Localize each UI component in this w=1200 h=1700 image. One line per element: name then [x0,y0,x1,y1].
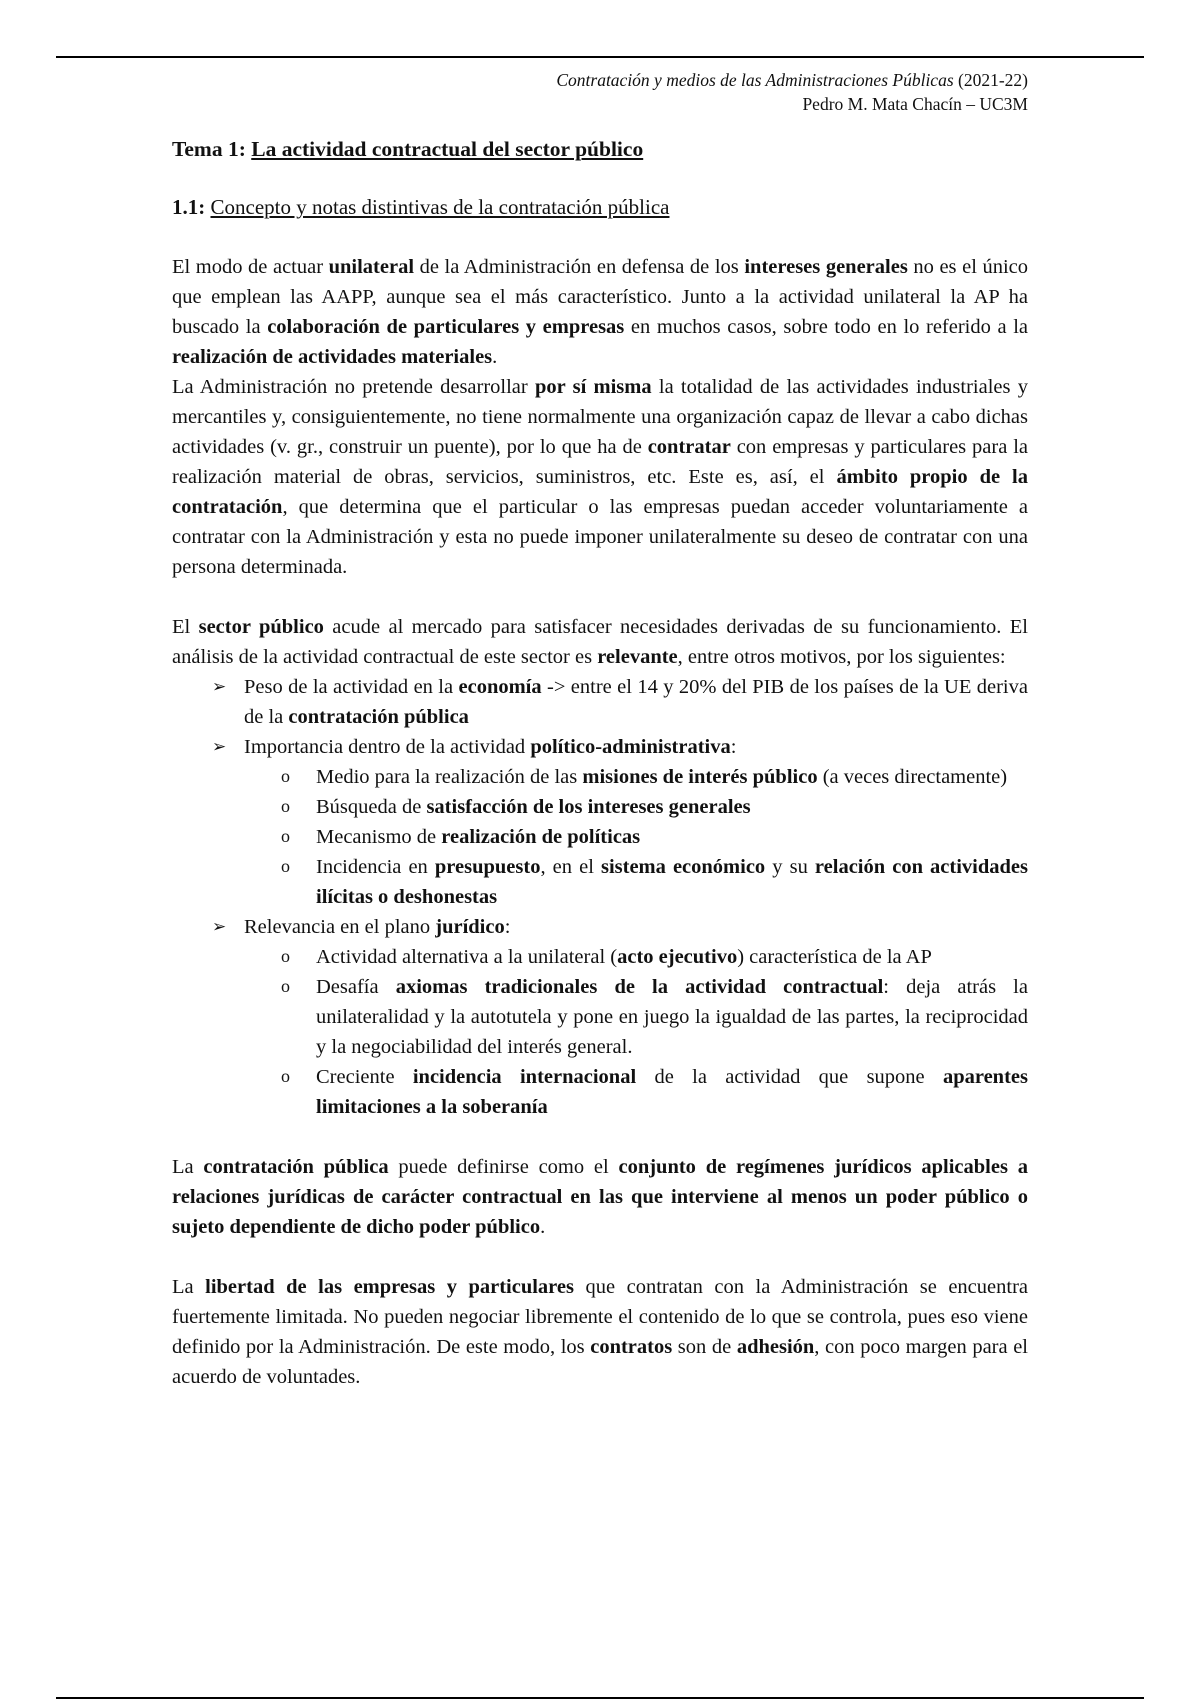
text-run: con empresas y particulares para la realización material de obras, servicios, suministros, etc. Este es, así, el [172,436,1029,488]
sub-list-item [172,942,1028,972]
text-run: Mecanismo de [316,826,442,848]
paragraph [172,252,1028,372]
bold-text: conjunto de regímenes jurídicos aplicables a relaciones jurídicas de carácter contractual en las que interviene al menos un poder público o sujeto dependiente de dicho poder público [172,1156,1028,1238]
sub-list-item [172,762,1028,792]
circle-bullet-icon: o [281,856,290,876]
bottom-rule [56,1697,1144,1699]
sub-list-item [172,1062,1028,1122]
spacer [172,582,1028,612]
sub-list-item-text [316,826,640,848]
bold-text: ámbito propio de la contratación [172,466,1029,518]
text-run: La [172,1276,206,1298]
sub-list-item-text [316,946,932,968]
spacer [172,222,1028,252]
text-run: no es el único que emplean las AAPP, aunque sea el más característico. Junto a la actividad unilateral la AP ha buscado la [172,256,1029,338]
bold-text: economía [458,676,542,698]
text-run: de la Administración en defensa de los [414,256,745,278]
text-run: La Administración no pretende desarrollar [172,376,535,398]
sub-list-item-text [316,856,1028,908]
text-run: Peso de la actividad en la [244,676,459,698]
circle-bullet-icon: o [281,766,290,786]
text-run: -> entre el 14 y 20% del PIB de los países de la UE deriva de la [244,676,1028,728]
arrow-bullet-icon: ➢ [212,737,227,756]
text-run: ) característica de la AP [737,946,932,968]
bold-text: relevante [597,646,678,668]
header-year: (2021-22) [958,70,1028,90]
bold-text: político-administrativa [530,736,731,758]
bold-text: colaboración de particulares y empresas [267,316,625,338]
relevance-list [172,672,1028,1122]
text-run: , que determina que el particular o las empresas puedan acceder voluntariamente a contratar con la Administración y esta no puede imponer unilateralmente su deseo de contratar con una persona determinada. [172,496,1028,578]
section-text: Concepto y notas distintivas de la contratación pública [210,195,670,219]
bold-text: contratación pública [203,1156,389,1178]
text-run: acude al mercado para satisfacer necesidades derivadas de su funcionamiento. El análisis de la actividad contractual de este sector es [172,616,1028,668]
text-run: . [492,346,498,368]
text-run: : [504,916,511,938]
sub-list-item [172,852,1028,912]
text-run: son de [672,1336,737,1358]
text-run: puede definirse como el [388,1156,619,1178]
text-run: y su [765,856,815,878]
text-run: Actividad alternativa a la unilateral ( [316,946,618,968]
text-run: Desafía [316,976,396,998]
sub-list-item-text [316,796,751,818]
paragraph [172,372,1028,582]
title-number: Tema 1: [172,137,246,161]
header-author: Pedro M. Mata Chacín – UC3M [802,94,1028,114]
text-run: Relevancia en el plano [244,916,436,938]
text-run: , con poco margen para el acuerdo de voluntades. [172,1336,1028,1388]
list-item-text [244,676,1028,728]
bold-text: misiones de interés público [582,766,818,788]
paragraph [172,1152,1028,1242]
bold-text: contratar [647,436,731,458]
text-run: : deja atrás la unilateralidad y la autotutela y pone en juego la igualdad de las partes, la reciprocidad y la negociabilidad del interés general. [316,976,1028,1058]
document-page [172,68,1028,1392]
text-run: El [172,616,199,638]
paragraph [172,1272,1028,1392]
top-rule [56,56,1144,58]
bold-text: realización de políticas [441,826,641,848]
text-run: en muchos casos, sobre todo en lo referido a la [624,316,1028,338]
text-run: Importancia dentro de la actividad [244,736,531,758]
list-item [172,732,1028,912]
text-run: la totalidad de las actividades industriales y mercantiles y, consiguientemente, no tiene normalmente una organización capaz de llevar a cabo dichas actividades (v. gr., construir un puente), por lo que ha de [172,376,1028,458]
circle-bullet-icon: o [281,796,290,816]
bold-text: jurídico [435,916,505,938]
sub-list [244,942,1028,1122]
sub-list [244,762,1028,912]
circle-bullet-icon: o [281,1066,290,1086]
bold-text: sector público [198,616,324,638]
title-text: La actividad contractual del sector público [251,137,644,161]
text-run: de la actividad que supone [636,1066,943,1088]
sub-list-item [172,792,1028,822]
text-run: (a veces directamente) [817,766,1008,788]
text-run: Incidencia en [316,856,435,878]
list-item [172,912,1028,1122]
text-run: El modo de actuar [172,256,329,278]
list-item-text [244,916,510,938]
circle-bullet-icon: o [281,826,290,846]
bold-text: unilateral [328,256,415,278]
bold-text: incidencia internacional [412,1066,637,1088]
section-number: 1.1: [172,195,206,219]
circle-bullet-icon: o [281,976,290,996]
bold-text: acto ejecutivo [617,946,738,968]
bold-text: aparentes limitaciones a la soberanía [316,1066,1028,1118]
bold-text: por sí misma [534,376,652,398]
sub-list-item-text [316,976,1028,1058]
circle-bullet-icon: o [281,946,290,966]
text-run: Medio para la realización de las [316,766,583,788]
text-run: , entre otros motivos, por los siguientes: [677,646,1006,668]
spacer [172,1122,1028,1152]
bold-text: satisfacción de los intereses generales [426,796,751,818]
bold-text: contratación pública [288,706,469,728]
sub-list-item [172,822,1028,852]
list-item-text [244,736,736,758]
bold-text: intereses generales [744,256,908,278]
page-title [172,134,1028,164]
text-run: Creciente [316,1066,413,1088]
spacer [172,1242,1028,1272]
text-run: que contratan con la Administración se encuentra fuertemente limitada. No pueden negociar libremente el contenido de lo que se controla, pues eso viene definido por la Administración. De este modo, los [172,1276,1029,1358]
sub-list-item-text [316,1066,1028,1118]
section-heading [172,192,1028,222]
text-run: : [730,736,737,758]
bold-text: relación con actividades ilícitas o deshonestas [316,856,1028,908]
bold-text: adhesión [736,1336,815,1358]
arrow-bullet-icon: ➢ [212,677,227,696]
bold-text: axiomas tradicionales de la actividad contractual [395,976,884,998]
running-header [172,68,1028,116]
list-item [172,672,1028,732]
text-run: . [540,1216,546,1238]
arrow-bullet-icon: ➢ [212,917,227,936]
bold-text: contratos [590,1336,673,1358]
sub-list-item [172,972,1028,1062]
bold-text: realización de actividades materiales [172,346,493,368]
sub-list-item-text [316,766,1007,788]
text-run: Búsqueda de [316,796,427,818]
paragraph [172,612,1028,672]
bold-text: libertad de las empresas y particulares [205,1276,574,1298]
bold-text: sistema económico [600,856,766,878]
text-run: , en el [540,856,601,878]
bold-text: presupuesto [434,856,541,878]
header-course: Contratación y medios de las Administraciones Públicas [556,70,954,90]
text-run: La [172,1156,204,1178]
